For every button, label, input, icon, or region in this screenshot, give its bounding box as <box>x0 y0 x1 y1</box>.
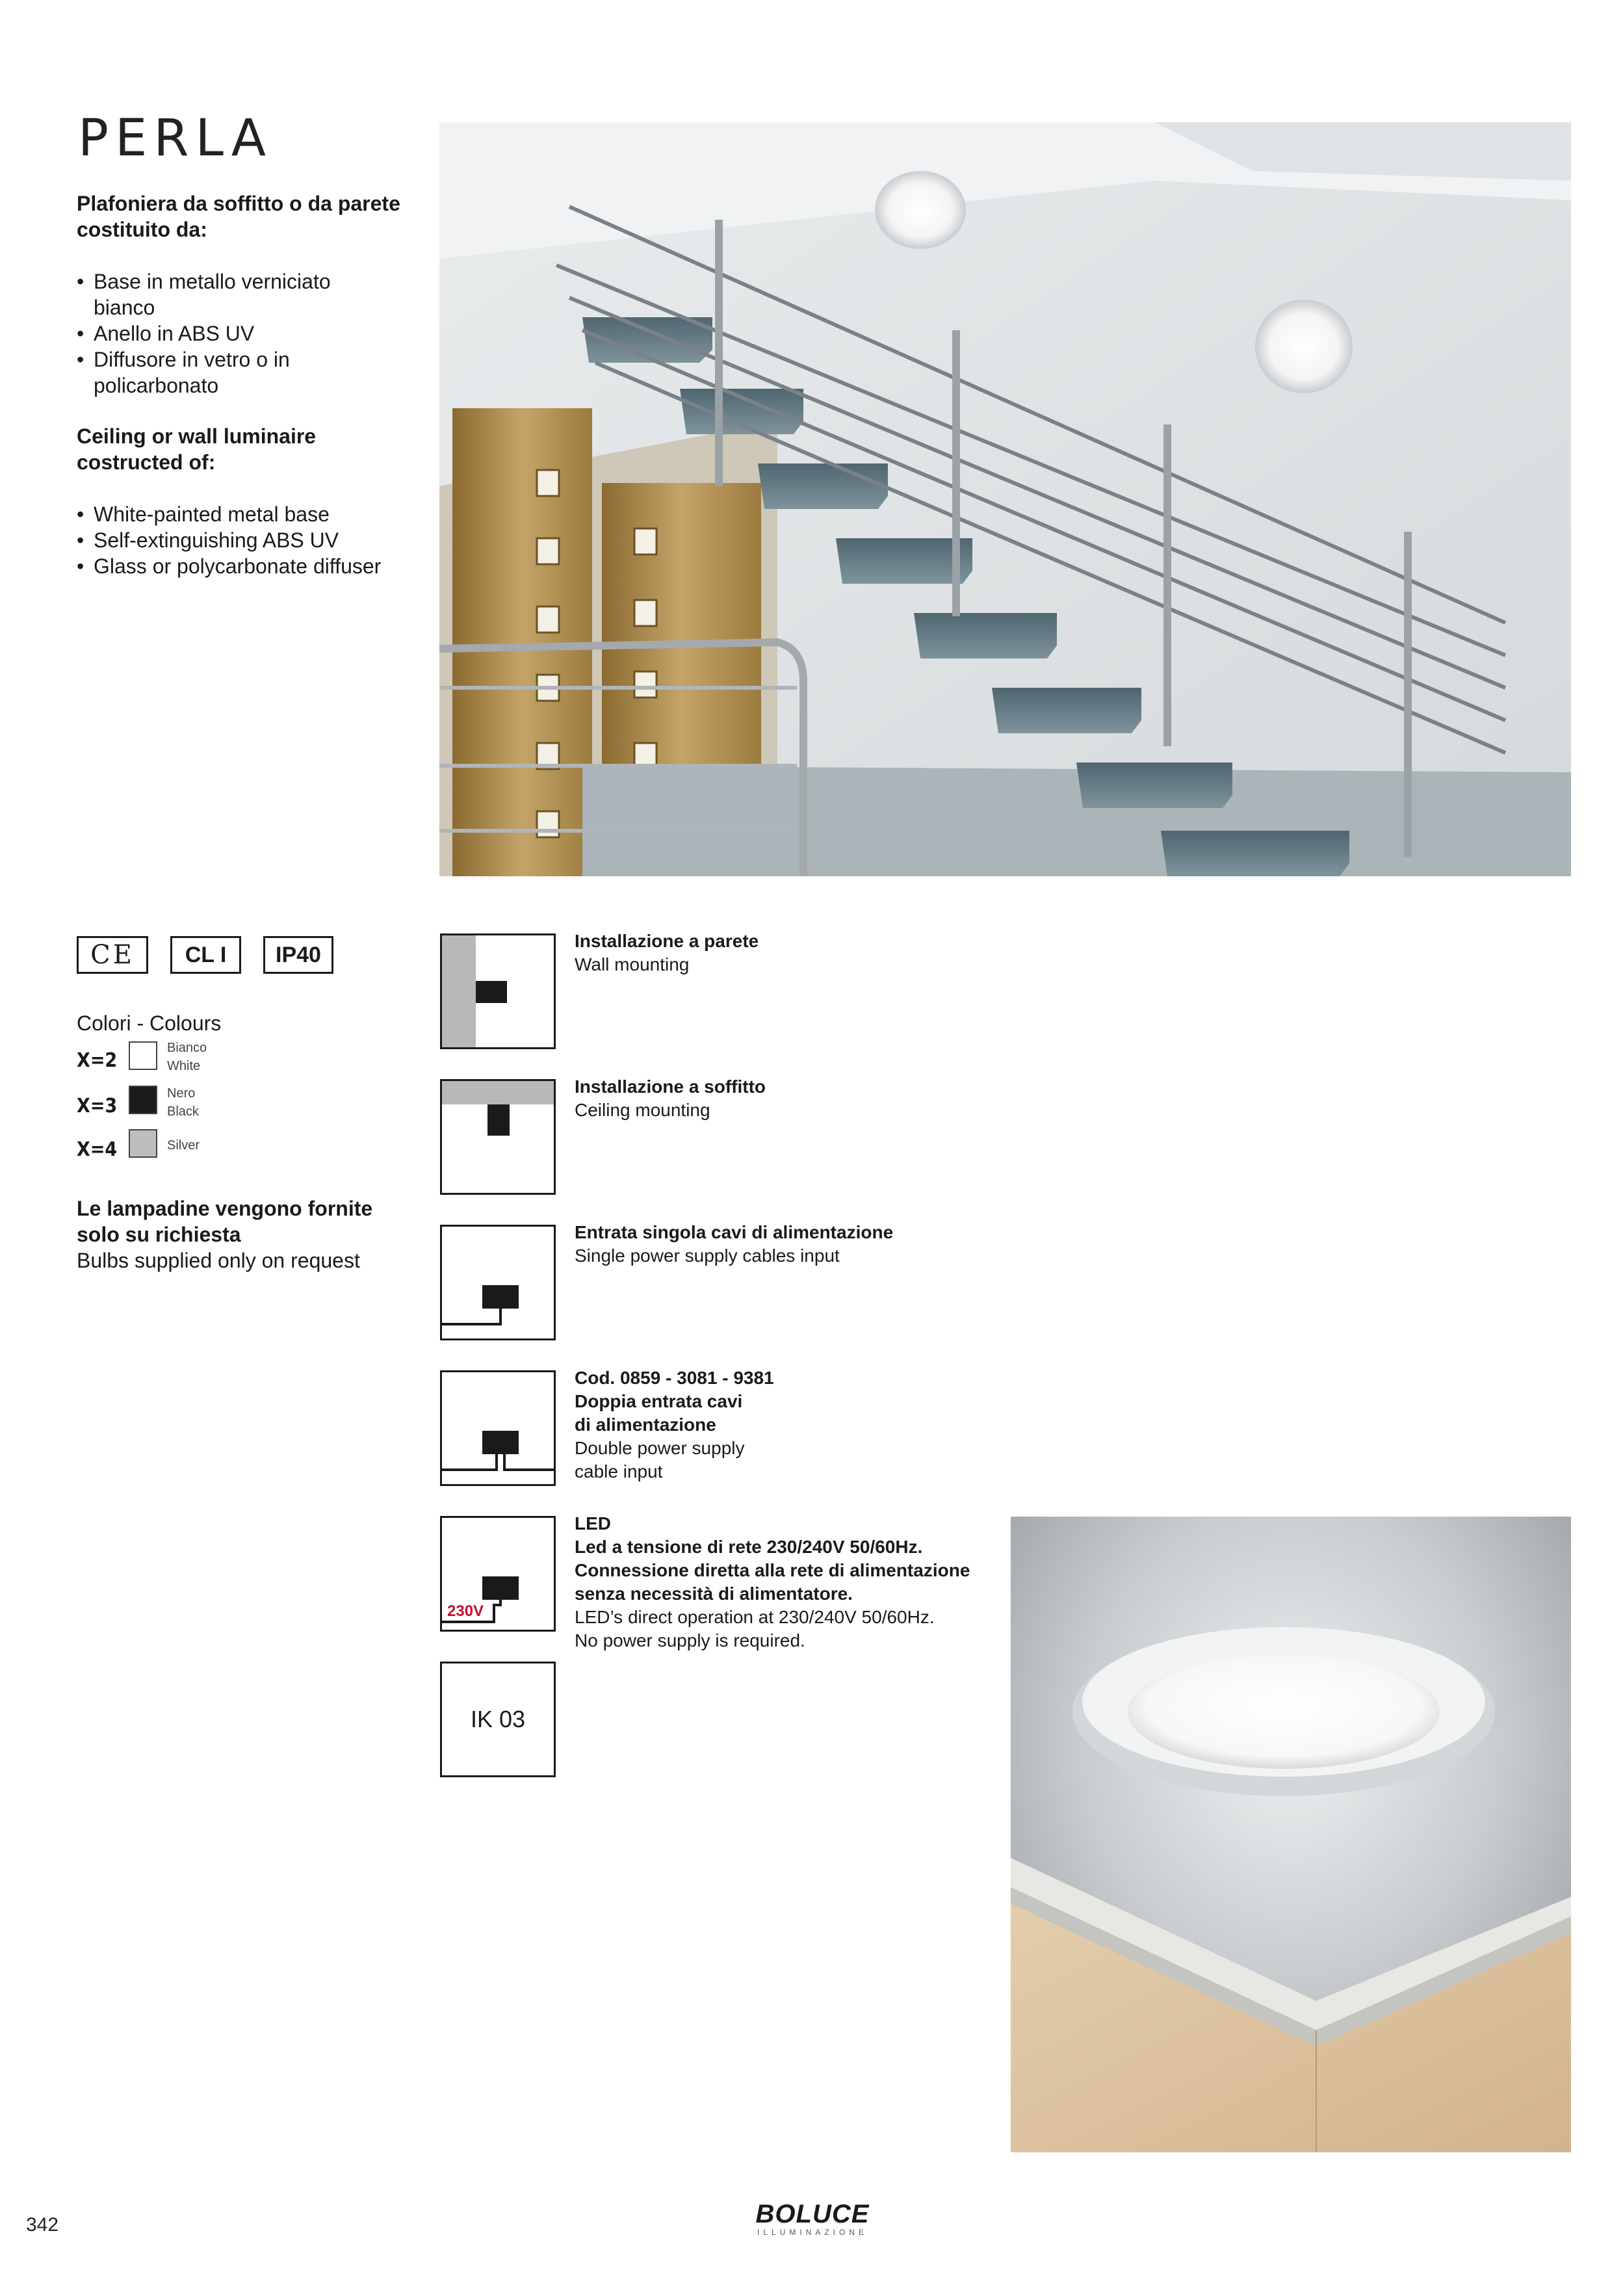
color-code: X=4 <box>77 1138 118 1161</box>
feature-it: Connessione diretta alla rete di alimentazione <box>575 1560 970 1580</box>
silver-swatch <box>129 1129 157 1158</box>
page-number: 342 <box>26 2214 59 2236</box>
feature-it: Installazione a soffitto <box>575 1076 766 1097</box>
ik-label: IK 03 <box>470 1706 526 1732</box>
feature-en: Single power supply cables input <box>575 1246 840 1266</box>
colors-label-it: Colori <box>77 1011 131 1035</box>
color-name-en: Black <box>167 1104 199 1119</box>
voltage-badge: 230V <box>447 1602 484 1620</box>
feature-en: Wall mounting <box>575 954 690 974</box>
feature-en: LED’s direct operation at 230/240V 50/60Hz. <box>575 1607 935 1627</box>
ceiling-mounting-icon <box>440 1079 556 1195</box>
feature-single-cable <box>575 1221 893 1268</box>
black-swatch <box>129 1086 157 1114</box>
feature-en: Double power supply <box>575 1438 745 1458</box>
feature-it: Installazione a parete <box>575 931 759 951</box>
color-code: X=2 <box>77 1049 118 1072</box>
ip-rating-badge <box>263 936 333 974</box>
color-name <box>167 1084 199 1121</box>
feature-it: senza necessità di alimentatore. <box>575 1584 853 1604</box>
ik-rating-icon <box>440 1662 556 1777</box>
color-name-it: Bianco <box>167 1041 207 1055</box>
bulbs-note-it: Le lampadine vengono fornite solo su richiesta <box>77 1197 373 1246</box>
double-cable-input-icon <box>440 1370 556 1486</box>
feature-en: cable input <box>575 1461 663 1481</box>
list-item: • Base in metallo verniciato bianco <box>77 268 363 320</box>
color-name-en: Silver <box>167 1138 200 1153</box>
list-item: • Anello in ABS UV <box>77 320 363 346</box>
color-code: X=3 <box>77 1095 118 1117</box>
feature-title: LED <box>575 1513 611 1533</box>
ce-mark-icon <box>77 936 148 974</box>
colors-separator: - <box>131 1011 150 1035</box>
list-item: • Glass or polycarbonate diffuser <box>77 553 441 579</box>
list-item: • White-painted metal base <box>77 501 441 527</box>
white-swatch <box>129 1041 157 1070</box>
feature-wall <box>575 930 759 976</box>
brand-name: BOLUCE <box>755 2200 870 2228</box>
ce-label: CE <box>90 940 135 970</box>
feature-ceiling <box>575 1075 766 1122</box>
class-label: CL I <box>185 942 227 967</box>
description-it-heading: Plafoniera da soffitto o da parete costituito da: <box>77 192 400 241</box>
wall-mounting-icon <box>440 933 556 1049</box>
feature-double-cable <box>575 1366 774 1483</box>
feature-en: Ceiling mounting <box>575 1100 710 1120</box>
feature-en: No power supply is required. <box>575 1630 805 1650</box>
color-name-it: Nero <box>167 1086 196 1101</box>
bulbs-note-en: Bulbs supplied only on request <box>77 1249 360 1272</box>
class-badge <box>170 936 241 974</box>
color-name <box>167 1136 200 1155</box>
colors-heading <box>77 1011 221 1036</box>
description-en-heading: Ceiling or wall luminaire costructed of: <box>77 424 317 474</box>
colors-label-en: Colours <box>149 1011 222 1035</box>
color-name-en: White <box>167 1059 201 1073</box>
feature-code: Cod. 0859 - 3081 - 9381 <box>575 1368 774 1388</box>
list-item: • Diffusore in vetro o in policarbonato <box>77 346 363 398</box>
ceiling-lamp-photo <box>1011 1517 1571 2152</box>
feature-it: Led a tensione di rete 230/240V 50/60Hz. <box>575 1537 923 1557</box>
feature-it: Entrata singola cavi di alimentazione <box>575 1222 894 1242</box>
brand-logo <box>734 2201 890 2237</box>
feature-it: di alimentazione <box>575 1415 716 1435</box>
brand-sub: ILLUMINAZIONE <box>757 2228 868 2237</box>
description-en-list <box>77 501 441 579</box>
description-it-list <box>77 268 363 398</box>
product-title: PERLA <box>78 109 273 168</box>
staircase-photo <box>439 122 1571 876</box>
led-230v-icon <box>440 1516 556 1632</box>
list-item: • Self-extinguishing ABS UV <box>77 527 441 553</box>
feature-led <box>575 1512 970 1652</box>
ip-label: IP40 <box>276 942 321 967</box>
single-cable-input-icon <box>440 1225 556 1340</box>
color-name <box>167 1039 207 1075</box>
feature-it: Doppia entrata cavi <box>575 1391 743 1411</box>
